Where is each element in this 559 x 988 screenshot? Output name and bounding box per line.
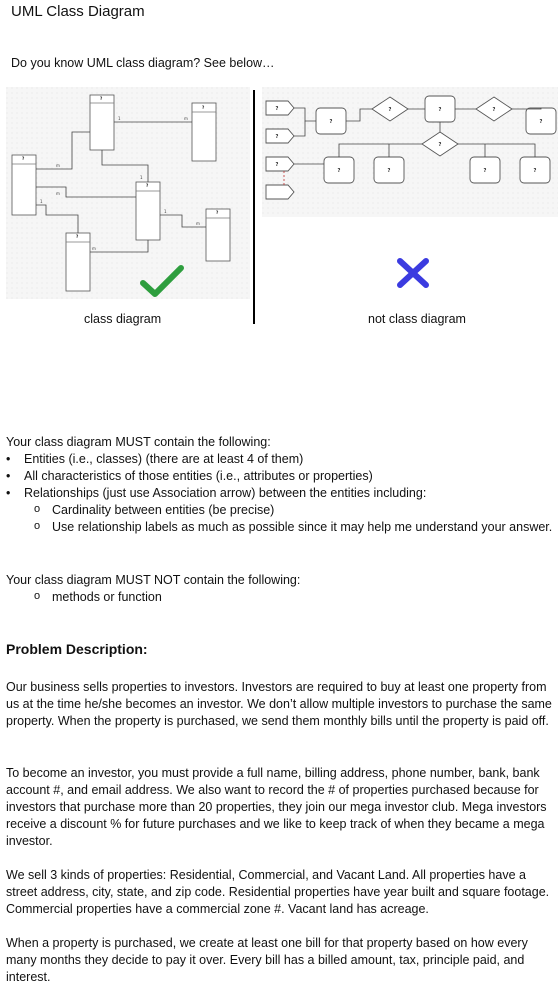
must-contain-section (6, 434, 556, 536)
list-item: • All characteristics of those entities (i.e., attributes or properties) (6, 468, 556, 485)
must-contain-heading: Your class diagram MUST contain the following: (6, 435, 271, 449)
list-item: • Entities (i.e., classes) (there are at least 4 of them) (6, 451, 556, 468)
svg-text:?: ? (533, 168, 537, 174)
svg-text:m: m (196, 221, 200, 226)
svg-text:?: ? (492, 107, 496, 113)
svg-text:1: 1 (164, 209, 167, 214)
not-class-diagram-caption: not class diagram (368, 312, 466, 326)
problem-paragraph: We sell 3 kinds of properties: Residential, Commercial, and Vacant Land. All properties have a street address, city, state, and zip code. Residential properties have year built and square footage. Commercial properties have a commercial zone #. Vacant land has acreage. (6, 868, 550, 916)
svg-text:?: ? (329, 119, 333, 125)
list-item: o Use relationship labels as much as possible since it may help me understand your answer. (32, 519, 556, 536)
list-item: • Relationships (just use Association arrow) between the entities including: (6, 485, 556, 502)
must-not-contain-heading: Your class diagram MUST NOT contain the following: (6, 573, 301, 587)
svg-text:?: ? (100, 96, 103, 101)
list-item: o Cardinality between entities (be precise) (32, 502, 556, 519)
svg-text:?: ? (539, 119, 543, 125)
problem-paragraph: When a property is purchased, we create at least one bill for that property based on how every many months they decide to pay it over. Every bill has a billed amount, tax, principle paid, and interest. (6, 936, 528, 984)
problem-description-heading: Problem Description: (6, 641, 148, 657)
svg-text:1: 1 (40, 199, 43, 204)
class-diagram-example (6, 87, 250, 299)
checkmark-icon (140, 265, 184, 299)
svg-text:?: ? (22, 156, 25, 161)
page-title: UML Class Diagram (11, 3, 145, 20)
svg-text:?: ? (275, 162, 279, 168)
svg-text:m: m (56, 191, 60, 196)
svg-text:?: ? (202, 105, 205, 110)
flowchart-example (262, 87, 558, 217)
figure-divider (253, 90, 255, 324)
x-mark-icon (395, 258, 431, 288)
svg-text:1: 1 (118, 116, 121, 121)
list-item: o methods or function (32, 589, 556, 606)
class-box (206, 209, 230, 261)
svg-text:?: ? (275, 106, 279, 112)
svg-text:?: ? (388, 107, 392, 113)
svg-text:?: ? (337, 168, 341, 174)
must-not-contain-section (6, 572, 556, 606)
problem-paragraph: To become an investor, you must provide a full name, billing address, phone number, bank, bank account #, and email address. We also want to record the # of properties purchased because for investors that purchase more than 20 properties, they join our mega investor club. Mega investors receive a discount % for future purchases and we like to keep track of when they became a mega investor. (6, 766, 547, 848)
svg-text:?: ? (275, 134, 279, 140)
svg-text:1: 1 (140, 175, 143, 180)
problem-paragraph: Our business sells properties to investors. Investors are required to buy at least one property from us at the time he/she becomes an investor. We don’t allow multiple investors to purchase the same property. When the property is purchased, we send them monthly bills until the property is paid off. (6, 680, 552, 728)
svg-text:m: m (92, 246, 96, 251)
svg-text:?: ? (438, 142, 442, 148)
svg-text:?: ? (483, 168, 487, 174)
svg-text:?: ? (216, 210, 219, 215)
svg-text:m: m (56, 163, 60, 168)
class-diagram-caption: class diagram (84, 312, 162, 326)
svg-text:m: m (184, 116, 188, 121)
svg-text:?: ? (387, 168, 391, 174)
svg-text:?: ? (76, 234, 79, 239)
intro-text: Do you know UML class diagram? See below… (11, 56, 275, 70)
svg-text:?: ? (146, 183, 149, 188)
svg-text:?: ? (438, 107, 442, 113)
